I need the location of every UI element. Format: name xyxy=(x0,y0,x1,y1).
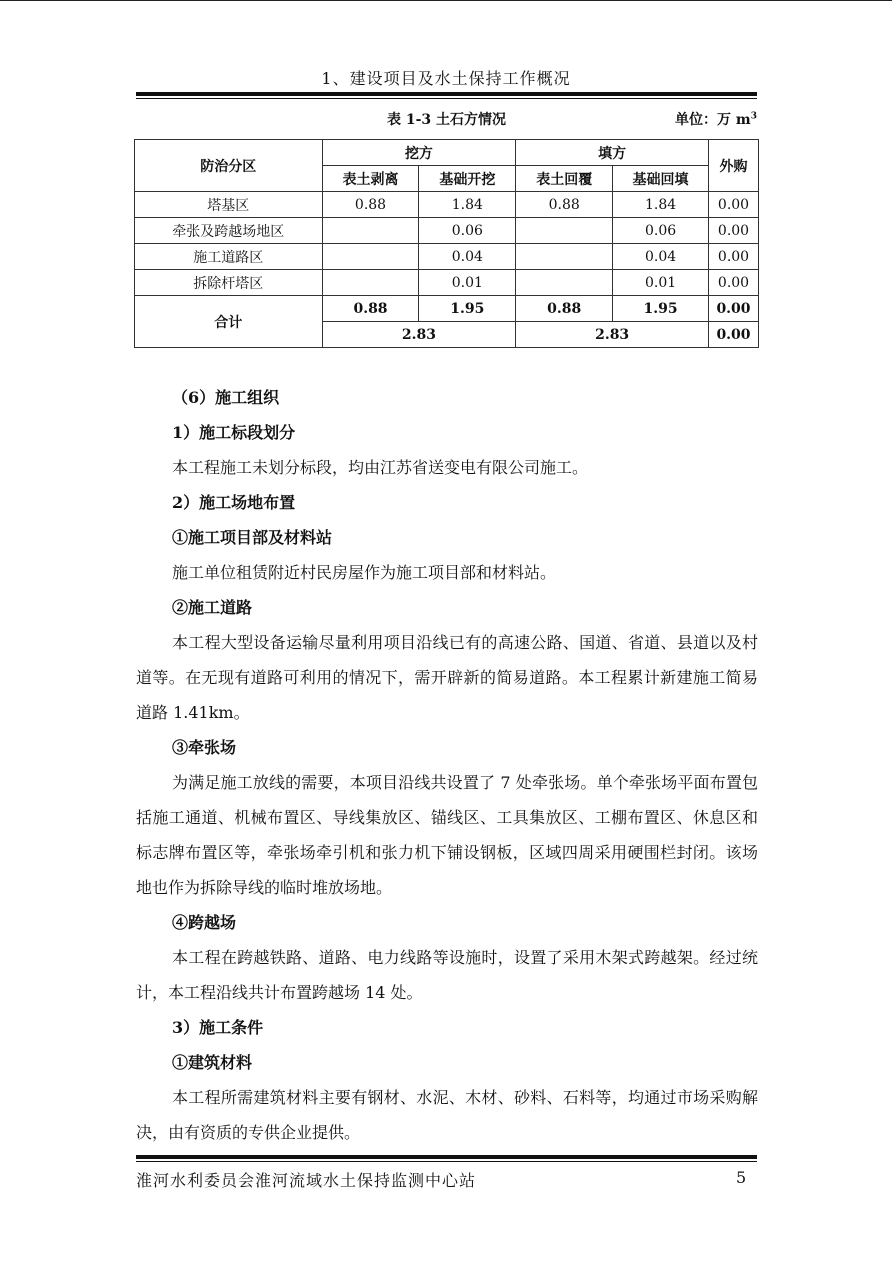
cell-total-cut-topsoil: 0.88 xyxy=(322,296,419,322)
header-fill-topsoil: 表土回覆 xyxy=(516,166,613,192)
cell-zone: 拆除杆塔区 xyxy=(135,270,323,296)
cell-total-cut-foundation: 1.95 xyxy=(419,296,516,322)
cell-cut-topsoil xyxy=(322,270,419,296)
cell-cut-foundation: 0.04 xyxy=(419,244,516,270)
item-heading: ④跨越场 xyxy=(172,913,237,932)
table-row xyxy=(135,192,759,218)
cell-purchase-sum: 0.00 xyxy=(708,322,758,348)
cell-cut-foundation: 0.06 xyxy=(419,218,516,244)
cell-cut-foundation: 1.84 xyxy=(419,192,516,218)
item-heading: ①建筑材料 xyxy=(172,1053,253,1072)
footer-organization: 淮河水利委员会淮河流域水土保持监测中心站 xyxy=(136,1171,477,1190)
cell-purchase: 0.00 xyxy=(708,218,758,244)
header-purchase: 外购 xyxy=(708,140,758,192)
cell-zone: 塔基区 xyxy=(135,192,323,218)
paragraph: 本工程在跨越铁路、道路、电力线路等设施时，设置了采用木架式跨越架。经过统计，本工程沿线共计布置跨越场 14 处。 xyxy=(136,948,758,1002)
cell-zone: 牵张及跨越场地区 xyxy=(135,218,323,244)
footer-rule-thin xyxy=(136,1161,757,1162)
cell-total-label: 合计 xyxy=(135,296,323,348)
header-cut-foundation: 基础开挖 xyxy=(419,166,516,192)
table-row xyxy=(135,270,759,296)
cell-total-fill-topsoil: 0.88 xyxy=(516,296,613,322)
cell-fill-topsoil xyxy=(516,244,613,270)
running-header: 1、建设项目及水土保持工作概况 xyxy=(321,69,571,88)
cell-fill-foundation: 1.84 xyxy=(613,192,709,218)
paragraph: 本工程所需建筑材料主要有钢材、水泥、木材、砂料、石料等，均通过市场采购解决，由有资质的专供企业提供。 xyxy=(136,1088,758,1142)
cell-fill-foundation: 0.04 xyxy=(613,244,709,270)
subsection-heading: 1）施工标段划分 xyxy=(172,423,296,442)
paragraph: 施工单位租赁附近村民房屋作为施工项目部和材料站。 xyxy=(172,563,557,582)
table-title: 表 1-3 土石方情况 xyxy=(386,112,507,128)
cell-purchase: 0.00 xyxy=(708,270,758,296)
earthwork-table xyxy=(134,139,759,348)
header-rule-thick xyxy=(136,92,757,96)
table-unit: 单位：万 $m^3$ xyxy=(675,111,757,128)
header-fill: 填方 xyxy=(516,140,709,166)
page-top-border xyxy=(0,0,892,1)
header-rule-thin xyxy=(136,98,757,99)
footer-rule-thick xyxy=(136,1155,757,1159)
table-row xyxy=(135,218,759,244)
cell-cut-sum: 2.83 xyxy=(322,322,516,348)
cell-fill-topsoil: 0.88 xyxy=(516,192,613,218)
page-number: 5 xyxy=(736,1168,747,1187)
total-row xyxy=(135,296,759,322)
paragraph: 本工程施工未划分标段，均由江苏省送变电有限公司施工。 xyxy=(172,458,589,477)
body-text xyxy=(136,380,758,1150)
cell-fill-topsoil xyxy=(516,270,613,296)
cell-zone: 施工道路区 xyxy=(135,244,323,270)
item-heading: ①施工项目部及材料站 xyxy=(172,528,333,547)
cell-total-fill-foundation: 1.95 xyxy=(613,296,709,322)
cell-fill-foundation: 0.06 xyxy=(613,218,709,244)
header-cut-topsoil: 表土剥离 xyxy=(322,166,419,192)
section-heading: （6）施工组织 xyxy=(172,388,280,407)
paragraph: 本工程大型设备运输尽量利用项目沿线已有的高速公路、国道、省道、县道以及村道等。在无现有道路可利用的情况下，需开辟新的简易道路。本工程累计新建施工简易道路 1.41km。 xyxy=(136,633,758,722)
cell-total-purchase: 0.00 xyxy=(708,296,758,322)
header-fill-foundation: 基础回填 xyxy=(613,166,709,192)
item-heading: ②施工道路 xyxy=(172,598,253,617)
subsection-heading: 2）施工场地布置 xyxy=(172,493,296,512)
paragraph: 为满足施工放线的需要，本项目沿线共设置了 7 处牵张场。单个牵张场平面布置包括施工通道、机械布置区、导线集放区、锚线区、工具集放区、工棚布置区、休息区和标志牌布置区等，牵张场牵引机和张力机下铺设钢板，区域四周采用硬围栏封闭。该场地也作为拆除导线的临时堆放场地。 xyxy=(136,773,758,897)
cell-cut-topsoil: 0.88 xyxy=(322,192,419,218)
cell-purchase: 0.00 xyxy=(708,244,758,270)
cell-cut-topsoil xyxy=(322,244,419,270)
item-heading: ③牵张场 xyxy=(172,738,237,757)
cell-purchase: 0.00 xyxy=(708,192,758,218)
cell-cut-topsoil xyxy=(322,218,419,244)
subsection-heading: 3）施工条件 xyxy=(172,1018,264,1037)
header-zone: 防治分区 xyxy=(135,140,323,192)
cell-cut-foundation: 0.01 xyxy=(419,270,516,296)
header-cut: 挖方 xyxy=(322,140,516,166)
table-row xyxy=(135,244,759,270)
table-header-row xyxy=(135,140,759,166)
cell-fill-topsoil xyxy=(516,218,613,244)
cell-fill-foundation: 0.01 xyxy=(613,270,709,296)
cell-fill-sum: 2.83 xyxy=(516,322,709,348)
